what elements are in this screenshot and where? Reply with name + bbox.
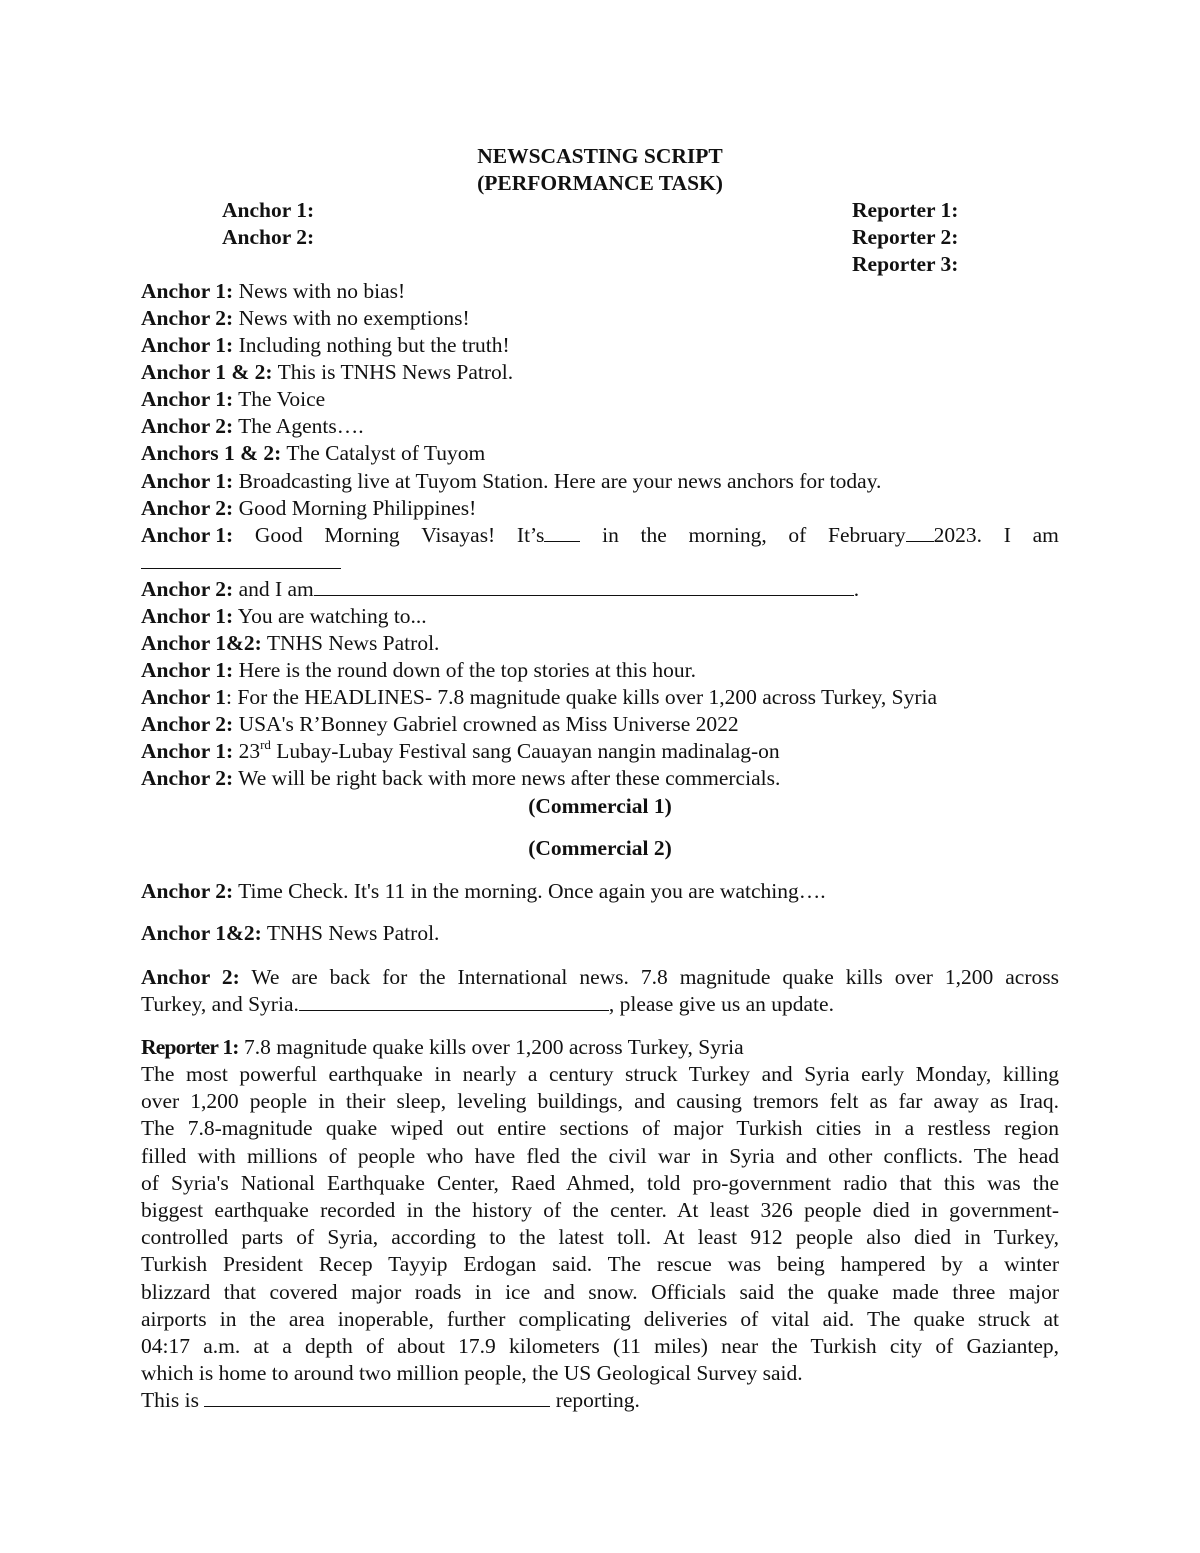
word: February <box>828 523 906 547</box>
line-text: The Catalyst of Tuyom <box>281 441 486 465</box>
word: am <box>1032 523 1059 547</box>
roster-anchor-1: Anchor 1: <box>222 198 315 222</box>
line-text: We are back for the International news. 7.8 magnitude quake kills over 1,200 across <box>239 965 1059 989</box>
line-text: 7.8 magnitude quake kills over 1,200 across Turkey, Syria <box>238 1035 744 1059</box>
speaker-label: Anchor 1&2: <box>141 921 262 945</box>
fill-in-blank <box>544 523 580 542</box>
report-line: which is home to around two million people, the US Geological Survey said. <box>141 1361 803 1386</box>
word: Good <box>254 523 303 547</box>
script-line <box>141 359 1059 386</box>
line-text: TNHS News Patrol. <box>261 921 440 945</box>
line-text: USA's R’Bonney Gabriel crowned as Miss Universe 2022 <box>233 712 739 736</box>
script-line <box>141 332 1059 359</box>
speaker-label: Anchor 2: <box>141 306 234 330</box>
roster-reporter-1: Reporter 1: <box>852 198 959 222</box>
speaker-label: Anchor 1: <box>141 333 234 357</box>
speaker-label: Anchor 1&2: <box>141 631 262 655</box>
word: Morning <box>324 523 400 547</box>
speaker-label: Anchor 1: <box>141 604 234 628</box>
report-line: filled with millions of people who have fled the civil war in Syria and other conflicts. The head <box>141 1143 1059 1168</box>
line-text: : For the HEADLINES- 7.8 magnitude quake kills over 1,200 across Turkey, Syria <box>226 685 938 709</box>
word: 2023. <box>933 523 983 547</box>
report-line: Turkish President Recep Tayyip Erdogan said. The rescue was being hampered by a winter <box>141 1252 1059 1277</box>
word: It’s <box>516 523 545 547</box>
script-line <box>141 278 1059 305</box>
script-line <box>141 630 1059 657</box>
script-line-greeting <box>141 522 1059 549</box>
speaker-label: Anchors 1 & 2: <box>141 441 282 465</box>
word-with-blank <box>828 522 982 549</box>
speaker-label: Anchor 1: <box>141 387 234 411</box>
word: in <box>602 523 619 547</box>
speaker-label: Anchor 2: <box>141 879 234 903</box>
report-line: The most powerful earthquake in nearly a century struck Turkey and Syria early Monday, killing <box>141 1062 1059 1086</box>
line-text: News with no exemptions! <box>233 306 470 330</box>
roster-anchor-2: Anchor 2: <box>222 225 315 249</box>
script-line <box>141 576 1059 603</box>
report-line: 04:17 a.m. at a depth of about 17.9 kilometers (11 miles) near the Turkish city of Gaziantep, <box>141 1334 1059 1359</box>
fill-in-blank <box>299 992 609 1011</box>
line-text: The Agents…. <box>233 414 364 438</box>
speaker-label: Anchor 2: <box>141 496 234 520</box>
script-line <box>141 468 1059 495</box>
fill-in-blank <box>204 1388 550 1407</box>
word: Visayas! <box>421 523 496 547</box>
script-line <box>141 684 1059 711</box>
report-line: over 1,200 people in their sleep, leveling buildings, and causing tremors felt as far away as Iraq. <box>141 1089 1059 1114</box>
script-line <box>141 305 1059 332</box>
script-line <box>141 413 1059 440</box>
script-line <box>141 920 1059 947</box>
script-line <box>141 386 1059 413</box>
script-line <box>141 964 1059 991</box>
line-text: This is <box>141 1388 205 1412</box>
line-text: . <box>853 577 860 601</box>
word: I <box>1003 523 1011 547</box>
line-text: TNHS News Patrol. <box>261 631 440 655</box>
fill-in-blank <box>906 523 934 542</box>
line-text: This is TNHS News Patrol. <box>272 360 514 384</box>
line-text: Here is the round down of the top stories at this hour. <box>233 658 696 682</box>
document-subtitle: (PERFORMANCE TASK) <box>477 171 723 195</box>
script-line <box>141 765 1059 792</box>
report-line: of Syria's National Earthquake Center, Raed Ahmed, told pro-government radio that this was the <box>141 1170 1059 1195</box>
script-line <box>141 711 1059 738</box>
speaker-label: Anchor 1: <box>141 739 234 763</box>
speaker-label: Anchor 1 & 2: <box>141 360 273 384</box>
line-text: , please give us an update. <box>608 992 834 1016</box>
script-line-continued <box>141 991 1059 1018</box>
script-line <box>141 440 1059 467</box>
word: the <box>640 523 667 547</box>
line-text: 23 <box>233 739 261 763</box>
report-line: controlled parts of Syria, according to the latest toll. At least 912 people also died in Turkey, <box>141 1225 1059 1250</box>
speaker-label: Anchor 2: <box>141 766 234 790</box>
ordinal-suffix: rd <box>260 736 271 752</box>
speaker-label: Anchor 2: <box>141 965 240 989</box>
report-line: biggest earthquake recorded in the history of the center. At least 326 people died in government- <box>141 1198 1059 1223</box>
commercial-break-1: (Commercial 1) <box>528 794 672 818</box>
line-text: reporting. <box>550 1388 640 1412</box>
document-title: NEWSCASTING SCRIPT <box>477 144 723 168</box>
report-paragraph <box>141 1061 1059 1387</box>
closing-line <box>141 1387 1059 1414</box>
script-line <box>141 657 1059 684</box>
roster-reporter-3: Reporter 3: <box>852 252 959 276</box>
speaker-label: Anchor 2: <box>141 712 234 736</box>
script-line <box>141 738 1059 765</box>
line-text: Broadcasting live at Tuyom Station. Here are your news anchors for today. <box>233 469 882 493</box>
speaker-label: Anchor 1: <box>141 279 234 303</box>
speaker-label: Anchor 2: <box>141 414 234 438</box>
word: morning, <box>688 523 767 547</box>
word: of <box>788 523 807 547</box>
line-text: We will be right back with more news after these commercials. <box>233 766 781 790</box>
speaker-label: Anchor 1: <box>141 469 234 493</box>
speaker-label: Anchor 1: <box>141 523 234 547</box>
commercial-break-2: (Commercial 2) <box>528 836 672 860</box>
fill-in-blank <box>141 550 341 569</box>
line-text: Time Check. It's 11 in the morning. Once again you are watching…. <box>233 879 826 903</box>
word-with-blank <box>517 522 580 549</box>
line-text: Including nothing but the truth! <box>233 333 510 357</box>
report-line: The 7.8-magnitude quake wiped out entire sections of major Turkish cities in a restless region <box>141 1116 1059 1141</box>
line-text: Lubay-Lubay Festival sang Cauayan nangin madinalag-on <box>270 739 780 763</box>
script-line <box>141 1034 1059 1061</box>
roster-reporter-2: Reporter 2: <box>852 225 959 249</box>
line-text: The Voice <box>233 387 326 411</box>
line-text: and I am <box>233 577 314 601</box>
speaker-label: Anchor 2: <box>141 577 234 601</box>
script-line-name-blank <box>141 549 1059 576</box>
script-line <box>141 603 1059 630</box>
line-text: You are watching to... <box>233 604 427 628</box>
report-line: blizzard that covered major roads in ice and snow. Officials said the quake made three major <box>141 1279 1059 1304</box>
speaker-label: Reporter 1: <box>141 1035 239 1059</box>
report-line: airports in the area inoperable, further complicating deliveries of vital aid. The quake struck at <box>141 1306 1059 1331</box>
line-text: News with no bias! <box>233 279 406 303</box>
speaker-label: Anchor 1: <box>141 658 234 682</box>
line-text: Good Morning Philippines! <box>233 496 477 520</box>
script-line <box>141 495 1059 522</box>
fill-in-blank <box>314 577 854 596</box>
line-text: Turkey, and Syria. <box>141 992 299 1016</box>
speaker-label: Anchor 1 <box>141 685 227 709</box>
script-line <box>141 878 1059 905</box>
